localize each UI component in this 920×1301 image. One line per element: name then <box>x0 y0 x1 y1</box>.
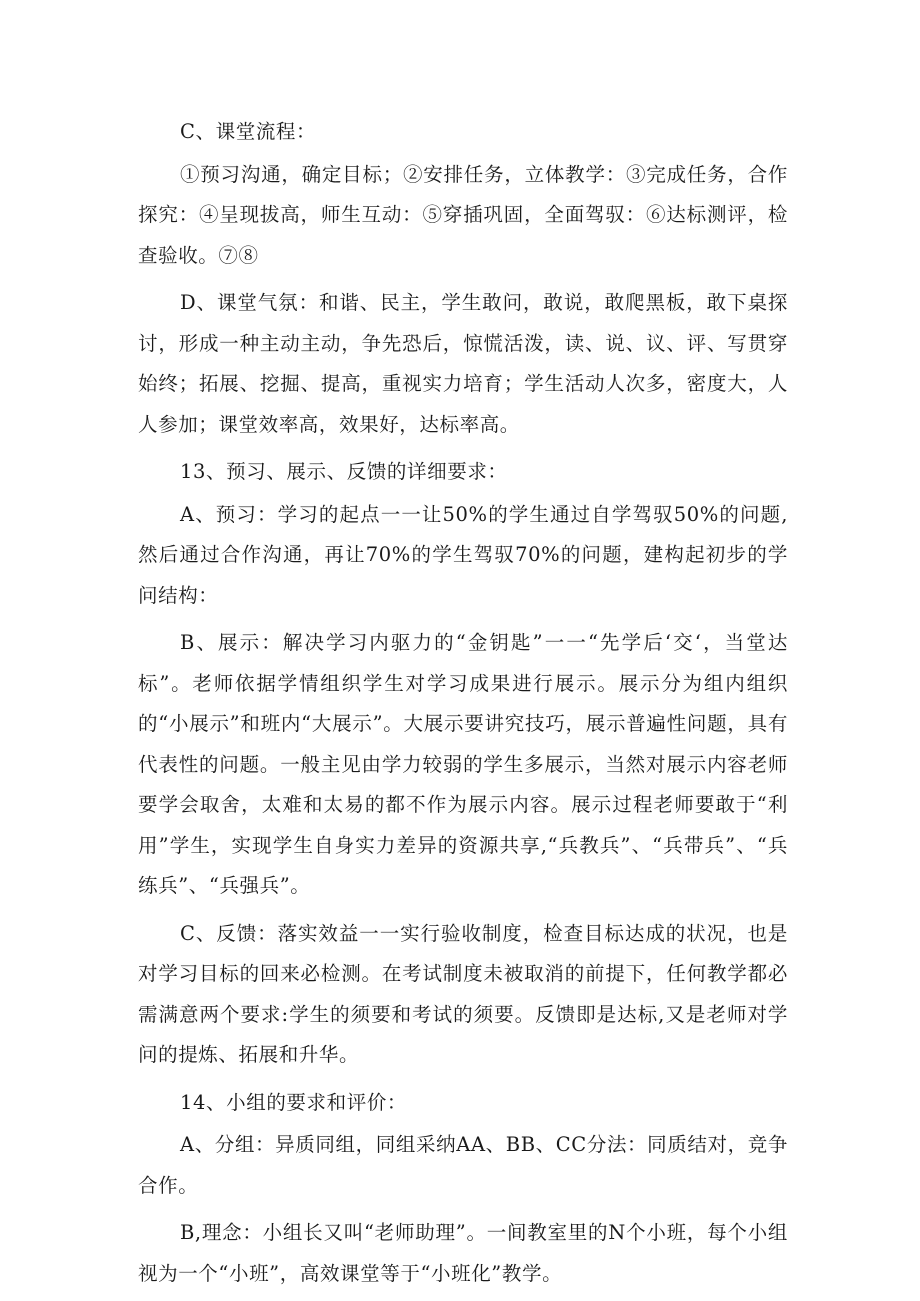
section-14-heading: 14、小组的要求和评价： <box>180 1090 408 1114</box>
classroom-process-paragraph: ①预习沟通，确定目标；②安排任务，立体教学：③完成任务，合作探究：④呈现拔高，师生互动：⑤穿插巩固，全面驾驭：⑥达标测评，检查验收。⑦⑧ <box>138 162 788 267</box>
section-13-heading: 13、预习、展示、反馈的详细要求： <box>180 460 508 483</box>
preview-paragraph: A、预习：学习的起点一一让50%的学生通过自学驾驭50%的问题,然后通过合作沟通，再让70%的学生驾驭70%的问题，建构起初步的学问结构： <box>138 502 788 607</box>
section-c-heading: C、课堂流程： <box>180 120 317 143</box>
feedback-paragraph: C、反馈：落实效益一一实行验收制度，检查目标达成的状况，也是对学习目标的回来必检测。在考试制度未被取消的前提下，任何教学都必需满意两个要求:学生的须要和考试的须要。反馈即是达标,又是老师对学问的提炼、拓展和升华。 <box>138 921 788 1066</box>
classroom-atmosphere-paragraph: D、课堂气氛：和谐、民主，学生敢问，敢说，敢爬黑板，敢下桌探讨，形成一种主动主动，争先恐后，惊慌活泼，读、说、议、评、写贯穿始终；拓展、挖掘、提高，重视实力培育；学生活动人次多，密度大，人人参加；课堂效率高，效果好，达标率高。 <box>138 291 788 436</box>
display-paragraph: B、展示：解决学习内驱力的“金钥匙”一一“先学后‘交‘，当堂达标”。老师依据学情组织学生对学习成果进行展示。展示分为组内组织的“小展示”和班内“大展示”。大展示要讲究技巧，展示普遍性问题，具有代表性的问题。一般主见由学力较弱的学生多展示，当然对展示内容老师要学会取舍，太难和太易的都不作为展示内容。展示过程老师要敢于“利用”学生，实现学生自身实力差异的资源共享,“兵教兵”、“兵带兵”、“兵练兵”、“兵强兵”。 <box>138 631 788 897</box>
document-page <box>138 112 788 1301</box>
grouping-paragraph: A、分组：异质同组，同组采纳AA、BB、CC分法：同质结对，竞争合作。 <box>138 1133 788 1197</box>
concept-paragraph: B,理念：小组长又叫“老师助理”。一间教室里的N个小班，每个小组视为一个“小班”，高效课堂等于“小班化”教学。 <box>138 1221 788 1285</box>
